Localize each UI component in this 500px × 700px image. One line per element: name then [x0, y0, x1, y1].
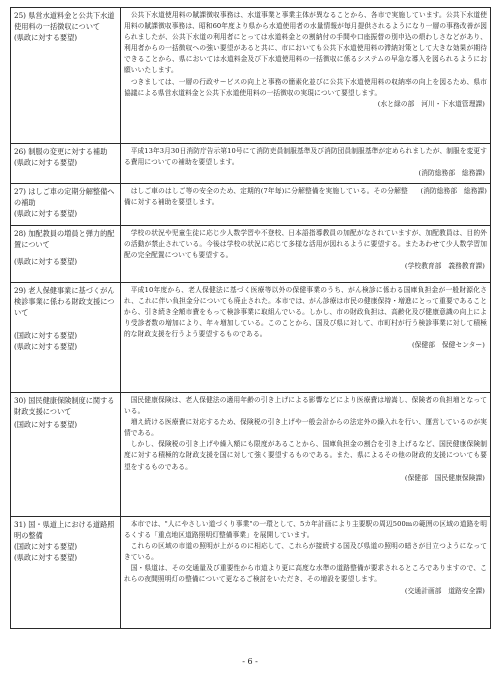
department-label: (保健部 保健センター): [411, 341, 485, 350]
body-paragraph: 公共下水道使用料の賦課徴収事務は、水道事業と事業主体が異なることから、各市で実施しています。公共下水道使用料の賦課徴収事務は、昭和60年度より県から水道使用者の水量情報が毎月提供されるようになり一層の事務改善が図られましたが、公共下水道の利用者にとっては水道料金との割納付の手間や口座振替の別申込の煩わしさなどがあり、利用者からの一括徴収への強い要望があると共に、市においても公共下水道使用料の滞納対策として大きな効果が期待できることから、県においては水道料金及び下水道使用料の一括徴収に係るシステムの早急な導入を図られるようにお願いいたします。: [124, 11, 487, 75]
row-title: 26) 制服の変更に対する補助: [14, 147, 108, 156]
table-row: [11, 226, 491, 283]
row-title: 30) 国民健康保険制度に関する財政支援について: [14, 396, 115, 416]
row-title: 27) はしご車の定期分解整備への補助: [14, 187, 115, 207]
row-body-cell: [121, 283, 491, 393]
body-paragraph: これらの区域の市道の照明が上がるのに相応して、これらが接続する国及び県道の照明の暗さが目立つようになってきている。: [124, 542, 487, 562]
table-row: [11, 283, 491, 393]
department-label: (消防総務部 総務課): [420, 187, 487, 195]
table-row: [11, 144, 491, 184]
request-type: (国政に対する要望): [14, 420, 78, 429]
table-row: [11, 8, 491, 144]
body-paragraph: (消防総務部 総務課) はしご車のはしご等の安全のため、定期的(7年毎)に分解整備を実施している。その分解整備に対する補助を要望します。: [124, 187, 487, 207]
department-label: (消防総務部 総務課): [418, 169, 485, 178]
row-body-cell: [121, 226, 491, 283]
request-type: (県政に対する要望): [14, 257, 78, 266]
department-label: (交通計画部 道路安全課): [404, 586, 485, 595]
row-body-cell: [121, 184, 491, 226]
department-label: (水と緑の部 河川・下水道管理課): [377, 99, 485, 108]
body-paragraph: 増え続ける医療費に対応するため、保険税の引き上げや一般会計からの法定外の繰入れを行い、運営しているのが実情である。: [124, 418, 487, 438]
request-type: (県政に対する要望): [14, 33, 78, 42]
row-body-cell: [121, 393, 491, 517]
row-label-cell: [11, 8, 121, 144]
row-label-cell: [11, 144, 121, 184]
table-row: [11, 184, 491, 226]
body-paragraph: 国民健康保険は、老人保健法の適用年齢の引き上げによる影響などにより医療費は増嵩し、保険者の負担増となっている。: [124, 396, 487, 416]
request-type: (県政に対する要望): [14, 209, 78, 218]
row-label-cell: [11, 393, 121, 517]
table-row: [11, 517, 491, 629]
row-title: 31) 国・県道上における道路照明の整備: [14, 520, 115, 540]
row-body-cell: [121, 8, 491, 144]
body-paragraph: しかし、保険税の引き上げや繰入額にも限度があることから、国庫負担金の割合を引き上げるなど、国民健康保険制度に対する積極的な財政支援を国に対して強く要望するものである。また、県によるその他の財政的支援についても要望をするものである。: [124, 440, 487, 471]
body-paragraph: つきましては、一層の行政サービスの向上と事務の簡素化並びに公共下水道使用料の収納率の向上を図るため、県市協議による県営水道料金と公共下水道使用料の一括徴収の実現について要望します。: [124, 77, 487, 97]
body-paragraph: 学校の状況や児童生徒に応じ少人数学習や不登校、日本語指導教員の加配がなされていますが、加配教員は、目的外の活動が禁止されている。今後は学校の状況に応じて多様な活用が図れるように要望する。またあわせて少人数学習加配の完全配置についても要望する。: [124, 229, 487, 260]
row-title: 25) 県営水道料金と公共下水道使用料の一括徴収について: [14, 11, 115, 31]
row-title: 29) 老人保健事業に基づくがん検診事業に係わる財政支援について: [14, 286, 115, 317]
department-label: (保健部 国民健康保険課): [404, 473, 485, 482]
request-table: [10, 7, 491, 629]
department-label: (学校教育部 義務教育課): [404, 262, 485, 271]
request-type: (国政に対する要望): [14, 542, 78, 551]
body-paragraph: 平成13年3月30日消防庁告示第10号にて消防吏員制服基準及び消防団員制服基準が定められましたが、制服を変更する費用についての補助を要望します。: [124, 147, 487, 167]
body-paragraph: 国・県道は、その交通量及び重要性から市道より更に高度な水準の道路整備が要求されるところでありますので、これらの夜間照明灯の整備について更なるご検討をいただき、その増設を要望します。: [124, 564, 487, 584]
row-body-cell: [121, 144, 491, 184]
body-paragraph: 平成10年度から、老人保健法に基づく医療等以外の保健事業のうち、がん検診に係わる国庫負担金が一般財源化され、これに伴い負担金分についても廃止された。本市では、がん診療は市民の健康保持・増進にとって重要であることから、引き続き全額市費をもって検診事業に取組んでいる。しかし、市の財政負担は、高齢化及び健康意識の向上により受診者数の増加により、年々増加している。このことから、国及び県に対して、市町村が行う検診事業に対して積極的な財政支援を行うよう要望するものである。: [124, 286, 487, 339]
request-type: (県政に対する要望): [14, 158, 78, 167]
request-type: (県政に対する要望): [14, 553, 78, 562]
page-number: - 6 -: [242, 657, 258, 666]
row-label-cell: [11, 283, 121, 393]
request-type: (県政に対する要望): [14, 342, 78, 351]
row-label-cell: [11, 226, 121, 283]
row-label-cell: [11, 184, 121, 226]
request-type: (国政に対する要望): [14, 331, 78, 340]
row-label-cell: [11, 517, 121, 629]
table-row: [11, 393, 491, 517]
body-paragraph: 本市では、"人にやさしい道づくり事業"の一環として、5カ年計画により主要駅の周辺500mの範囲の区域の道路を明るくする「重点地区道路照明灯整備事業」を展開しています。: [124, 520, 487, 540]
row-body-cell: [121, 517, 491, 629]
row-title: 28) 加配教員の増員と弾力的配置について: [14, 229, 115, 249]
